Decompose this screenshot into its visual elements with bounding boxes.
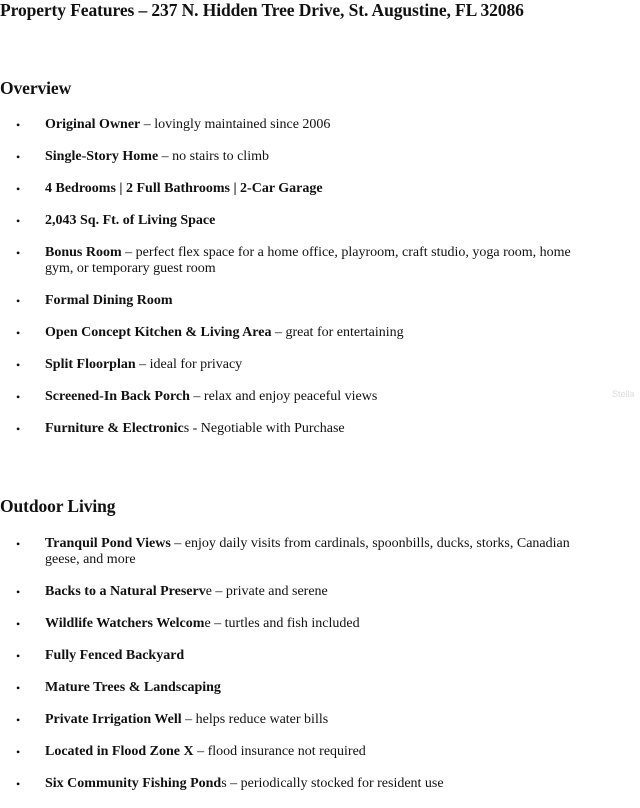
bullet: • — [16, 681, 21, 695]
feature-detail: – enjoy daily visits from cardinals, spoonbills, ducks, storks, Canadian geese, and more — [45, 536, 570, 567]
feature-name: 2,043 Sq. Ft. of Living Space — [45, 213, 216, 228]
list-item — [0, 357, 585, 373]
list-item — [0, 536, 585, 568]
feature-detail: – ideal for privacy — [135, 357, 243, 372]
list-item — [0, 744, 585, 760]
page-title: Property Features – 237 N. Hidden Tree Drive, St. Augustine, FL 32086 — [0, 0, 524, 20]
bullet: • — [16, 294, 21, 308]
list-item — [0, 213, 585, 229]
watermark: Stella — [612, 389, 635, 399]
list-item — [0, 149, 585, 165]
list-item — [0, 245, 585, 277]
outdoor-living-list — [0, 536, 600, 808]
feature-name: Single-Story Home — [45, 149, 159, 164]
bullet: • — [16, 326, 21, 340]
list-item — [0, 712, 585, 728]
feature-name: Tranquil Pond Views — [45, 536, 171, 551]
bullet: • — [16, 422, 21, 436]
feature-name: Formal Dining Room — [45, 293, 173, 308]
bullet: • — [16, 713, 21, 727]
list-item — [0, 584, 585, 600]
feature-detail: e – turtles and fish included — [204, 616, 360, 631]
list-item — [0, 117, 585, 133]
list-item — [0, 776, 585, 792]
feature-detail: – helps reduce water bills — [181, 712, 329, 727]
feature-detail: – perfect flex space for a home office, playroom, craft studio, yoga room, home gym, or temporary guest room — [45, 245, 571, 276]
feature-detail: e – private and serene — [205, 584, 328, 599]
list-item — [0, 181, 585, 197]
outdoor-living-heading: Outdoor Living — [0, 496, 116, 516]
bullet: • — [16, 118, 21, 132]
list-item — [0, 293, 585, 309]
bullet: • — [16, 358, 21, 372]
feature-detail: s – periodically stocked for resident use — [221, 776, 444, 791]
feature-name: Fully Fenced Backyard — [45, 648, 185, 663]
feature-name: Wildlife Watchers Welcom — [45, 616, 205, 631]
feature-name: Open Concept Kitchen & Living Area — [45, 325, 272, 340]
list-item — [0, 389, 585, 405]
list-item — [0, 616, 585, 632]
overview-heading: Overview — [0, 78, 72, 98]
feature-detail: – no stairs to climb — [158, 149, 269, 164]
overview-list — [0, 117, 600, 453]
feature-detail: – lovingly maintained since 2006 — [140, 117, 331, 132]
bullet: • — [16, 390, 21, 404]
feature-name: Original Owner — [45, 117, 141, 132]
feature-detail: s - Negotiable with Purchase — [183, 421, 345, 436]
feature-name: Private Irrigation Well — [45, 712, 182, 727]
bullet: • — [16, 617, 21, 631]
bullet: • — [16, 246, 21, 260]
bullet: • — [16, 182, 21, 196]
feature-name: Split Floorplan — [45, 357, 136, 372]
feature-name: Backs to a Natural Preserv — [45, 584, 206, 599]
feature-name: Bonus Room — [45, 245, 122, 260]
feature-detail: – great for entertaining — [271, 325, 404, 340]
feature-detail: – flood insurance not required — [193, 744, 366, 759]
feature-name: Located in Flood Zone X — [45, 744, 194, 759]
list-item — [0, 325, 585, 341]
feature-name: Mature Trees & Landscaping — [45, 680, 221, 695]
feature-name: Six Community Fishing Pond — [45, 776, 222, 791]
bullet: • — [16, 649, 21, 663]
feature-detail: – relax and enjoy peaceful views — [189, 389, 378, 404]
feature-name: Furniture & Electronic — [45, 421, 184, 436]
feature-name: 4 Bedrooms | 2 Full Bathrooms | 2-Car Garage — [45, 181, 323, 196]
feature-name: Screened-In Back Porch — [45, 389, 190, 404]
bullet: • — [16, 585, 21, 599]
bullet: • — [16, 214, 21, 228]
bullet: • — [16, 745, 21, 759]
list-item — [0, 680, 585, 696]
bullet: • — [16, 777, 21, 791]
bullet: • — [16, 150, 21, 164]
list-item — [0, 421, 585, 437]
list-item — [0, 648, 585, 664]
bullet: • — [16, 537, 21, 551]
